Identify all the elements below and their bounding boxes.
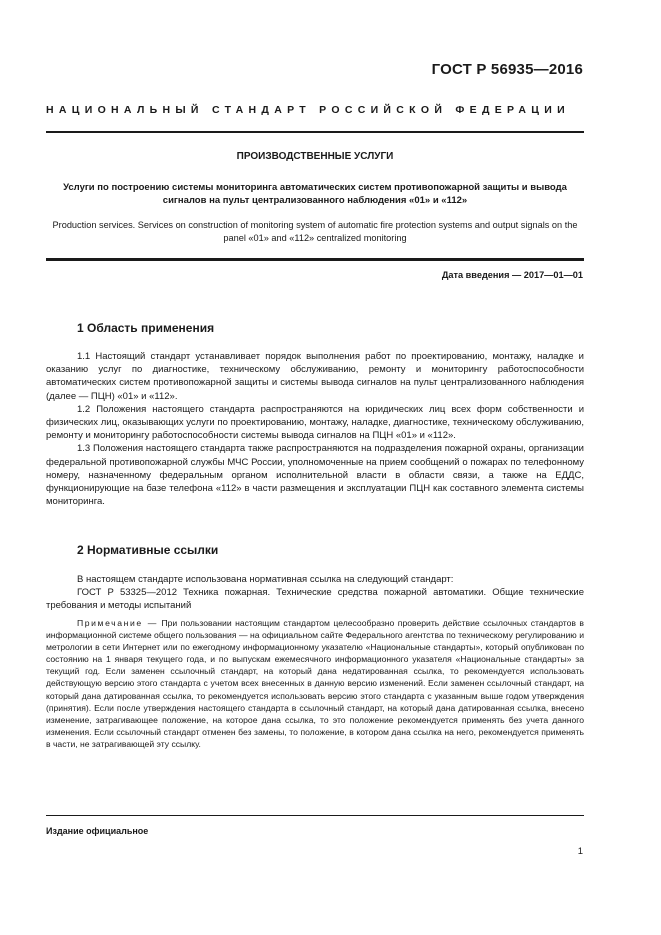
header-rule — [46, 131, 584, 133]
paragraph-1-3: 1.3 Положения настоящего стандарта также распространяются на подразделения пожарной охраны, организации федеральной противопожарной службы МЧС России, уполномоченные на прием сообщений о пожарах по телефонному номеру, назначенному федеральным органом исполнительной власти в области связи, а также на ЕДДС, функционирующие на базе телефона «112» в части размещения и эксплуатации ПЦН как составного элемента системы мониторинга. — [46, 443, 584, 508]
section-1-body — [46, 350, 584, 508]
document-subtitle: Услуги по построению системы мониторинга автоматических систем противопожарной защиты и вывода сигналов на пульт централизованного наблюдения «01» и «112» — [63, 182, 567, 206]
normative-reference: ГОСТ Р 53325—2012 Техника пожарная. Технические средства пожарной автоматики. Общие технические требования и методы испытаний — [46, 587, 584, 612]
paragraph-1-1: 1.1 Настоящий стандарт устанавливает порядок выполнения работ по проектированию, монтажу, наладке и оказанию услуг по диагностике, техническому обслуживанию, ремонту и мониторингу работоспособности автоматических систем противопожарной защиты и системы вывода сигналов на пульт централизованного наблюдения (далее — ПЦН) «01» и «112». — [46, 351, 584, 402]
section-1-heading: 1 Область применения — [77, 321, 215, 335]
introduction-date: Дата введения — 2017—01—01 — [441, 270, 583, 280]
paragraph-1-2: 1.2 Положения настоящего стандарта распространяются на юридических лиц всех форм собственности и физических лиц, оказывающих услуги по проектированию, монтажу, наладке, диагностике, техническому обслуживанию, ремонту и мониторингу работоспособности системы вывода сигналов на ПЦН «01» и «112». — [46, 403, 584, 442]
note-label: Примечание — — [77, 618, 158, 628]
page-number: 1 — [577, 846, 583, 857]
document-title: ПРОИЗВОДСТВЕННЫЕ УСЛУГИ — [236, 151, 394, 162]
section-2-heading: 2 Нормативные ссылки — [77, 543, 219, 557]
edition-label: Издание официальное — [46, 826, 149, 836]
note-text: При пользовании настоящим стандартом целесообразно проверить действие ссылочных стандартов в информационной системе общего пользования — на официальном сайте Федерального агентства по техническому регулированию и метрологии в сети Интернет или по ежегодному информационному указателю «Национальные стандарты», который опубликован по состоянию на 1 января текущего года, и по выпускам ежемесячного информационного указателя «Национальные стандарты» за текущий год. Если заменен ссылочный стандарт, на который дана недатированная ссылка, то рекомендуется использовать действующую версию этого стандарта с учетом всех внесенных в данную версию изменений. Если заменен ссылочный стандарт, на который дана датированная ссылка, то рекомендуется использовать версию этого стандарта с указанным выше годом утверждения (принятия). Если после утверждения настоящего стандарта в ссылочный стандарт, на который дана датированная ссылка, внесено изменение, затрагивающее положение, на которое дана ссылка, то это положение рекомендуется применять без учета данного изменения. Если ссылочный стандарт отменен без замены, то положение, в котором дана ссылка на него, рекомендуется применять в части, не затрагивающей эту ссылку. — [46, 618, 584, 749]
section-2-body — [46, 573, 584, 613]
national-standard-title: НАЦИОНАЛЬНЫЙ СТАНДАРТ РОССИЙСКОЙ ФЕДЕРАЦИИ — [46, 104, 570, 116]
title-rule — [46, 258, 584, 261]
paragraph-2-intro: В настоящем стандарте использована нормативная ссылка на следующий стандарт: — [77, 574, 454, 585]
english-title: Production services. Services on construction of monitoring system of automatic fire protection systems and output signals on the panel «01» and «112» centralized monitoring — [52, 220, 578, 243]
footer-rule — [46, 815, 584, 816]
note-block — [46, 617, 584, 750]
standard-number: ГОСТ Р 56935—2016 — [431, 61, 583, 78]
